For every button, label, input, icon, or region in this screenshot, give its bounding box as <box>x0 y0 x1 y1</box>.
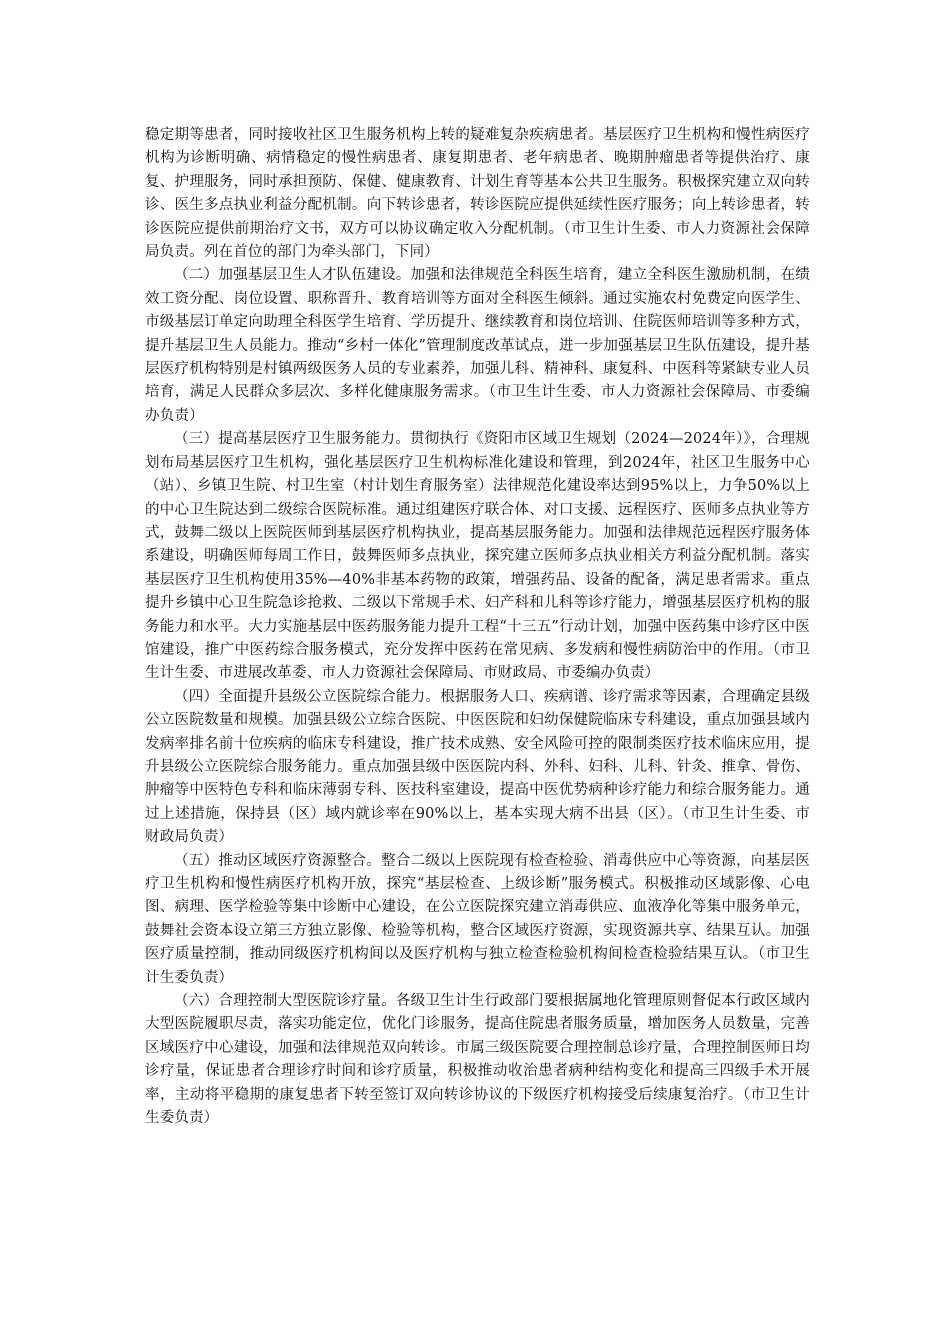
paragraph-section-2: （二）加强基层卫生人才队伍建设。加强和法律规范全科医生培育，建立全科医生激励机制，在绩效工资分配、岗位设置、职称晋升、教育培训等方面对全科医生倾斜。通过实施农村免费定向医学生、市级基层订单定向助理全科医学生培育、学历提升、继续教育和岗位培训、住院医师培训等多种方式，提升基层卫生人员能力。推动“乡村一体化”管理制度改革试点，进一步加强基层卫生队伍建设，提升基层医疗机构特别是村镇两级医务人员的专业素养，加强儿科、精神科、康复科、中医科等紧缺专业人员培育，满足人民群众多层次、多样化健康服务需求。（市卫生计生委、市人力资源社会保障局、市委编办负责） <box>145 267 810 424</box>
paragraph-section-4: （四）全面提升县级公立医院综合能力。根据服务人口、疾病谱、诊疗需求等因素，合理确定县级公立医院数量和规模。加强县级公立综合医院、中医医院和妇幼保健院临床专科建设，重点加强县域内发病率排名前十位疾病的临床专科建设，推广技术成熟、安全风险可控的限制类医疗技术临床应用，提升县级公立医院综合服务能力。重点加强县级中医医院内科、外科、妇科、儿科、针灸、推拿、骨伤、肿瘤等中医特色专科和临床薄弱专科、医技科室建设，提高中医优势病种诊疗能力和综合服务能力。通过上述措施，保持县（区）域内就诊率在90%以上，基本实现大病不出县（区）。（市卫生计生委、市财政局负责） <box>145 688 810 846</box>
document-body <box>145 124 810 1130</box>
paragraph-section-3: （三）提高基层医疗卫生服务能力。贯彻执行《资阳市区域卫生规划（2024—2024年）》，合理规划布局基层医疗卫生机构，强化基层医疗卫生机构标准化建设和管理，到2024年，社区卫生服务中心（站）、乡镇卫生院、村卫生室（村计划生育服务室）法律规范化建设率达到95%以上，力争50%以上的中心卫生院达到二级综合医院标准。通过组建医疗联合体、对口支援、远程医疗、医师多点执业等方式，鼓舞二级以上医院医师到基层医疗机构执业，提高基层服务能力。加强和法律规范远程医疗服务体系建设，明确医师每周工作日，鼓舞医师多点执业，探究建立医师多点执业相关方利益分配机制。落实基层医疗卫生机构使用35%—40%非基本药物的政策，增强药品、设备的配备，满足患者需求。重点提升乡镇中心卫生院急诊抢救、二级以下常规手术、妇产科和儿科等诊疗能力，增强基层医疗机构的服务能力和水平。大力实施基层中医药服务能力提升工程“十三五”行动计划，加强中医药集中诊疗区中医馆建设，推广中医药综合服务模式，充分发挥中医药在常见病、多发病和慢性病防治中的作用。（市卫生计生委、市进展改革委、市人力资源社会保障局、市财政局、市委编办负责） <box>145 431 810 682</box>
paragraph-continuation: 稳定期等患者，同时接收社区卫生服务机构上转的疑难复杂疾病患者。基层医疗卫生机构和慢性病医疗机构为诊断明确、病情稳定的慢性病患者、康复期患者、老年病患者、晚期肿瘤患者等提供治疗、康复、护理服务，同时承担预防、保健、健康教育、计划生育等基本公共卫生服务。积极探究建立双向转诊、医生多点执业利益分配机制。向下转诊患者，转诊医院应提供延续性医疗服务；向上转诊患者，转诊医院应提供前期治疗文书，双方可以协议确定收入分配机制。（市卫生计生委、市人力资源社会保障局负责。列在首位的部门为牵头部门，下同） <box>145 127 810 261</box>
paragraph-section-6: （六）合理控制大型医院诊疗量。各级卫生计生行政部门要根据属地化管理原则督促本行政区域内大型医院履职尽责，落实功能定位，优化门诊服务，提高住院患者服务质量，增加医务人员数量，完善区域医疗中心建设，加强和法律规范双向转诊。市属三级医院要合理控制总诊疗量，合理控制医师日均诊疗量，保证患者合理诊疗时间和诊疗质量，积极推动收治患者病种结构变化和提高三四级手术开展率，主动将平稳期的康复患者下转至签订双向转诊协议的下级医疗机构接受后续康复治疗。（市卫生计生委负责） <box>145 993 810 1127</box>
paragraph-section-5: （五）推动区域医疗资源整合。整合二级以上医院现有检查检验、消毒供应中心等资源，向基层医疗卫生机构和慢性病医疗机构开放，探究“基层检查、上级诊断”服务模式。积极推动区域影像、心电图、病理、医学检验等集中诊断中心建设，在公立医院探究建立消毒供应、血液净化等集中服务单元，鼓舞社会资本设立第三方独立影像、检验等机构，整合区域医疗资源，实现资源共享、结果互认。加强医疗质量控制，推动同级医疗机构间以及医疗机构与独立检查检验机构间检查检验结果互认。（市卫生计生委负责） <box>145 852 810 986</box>
